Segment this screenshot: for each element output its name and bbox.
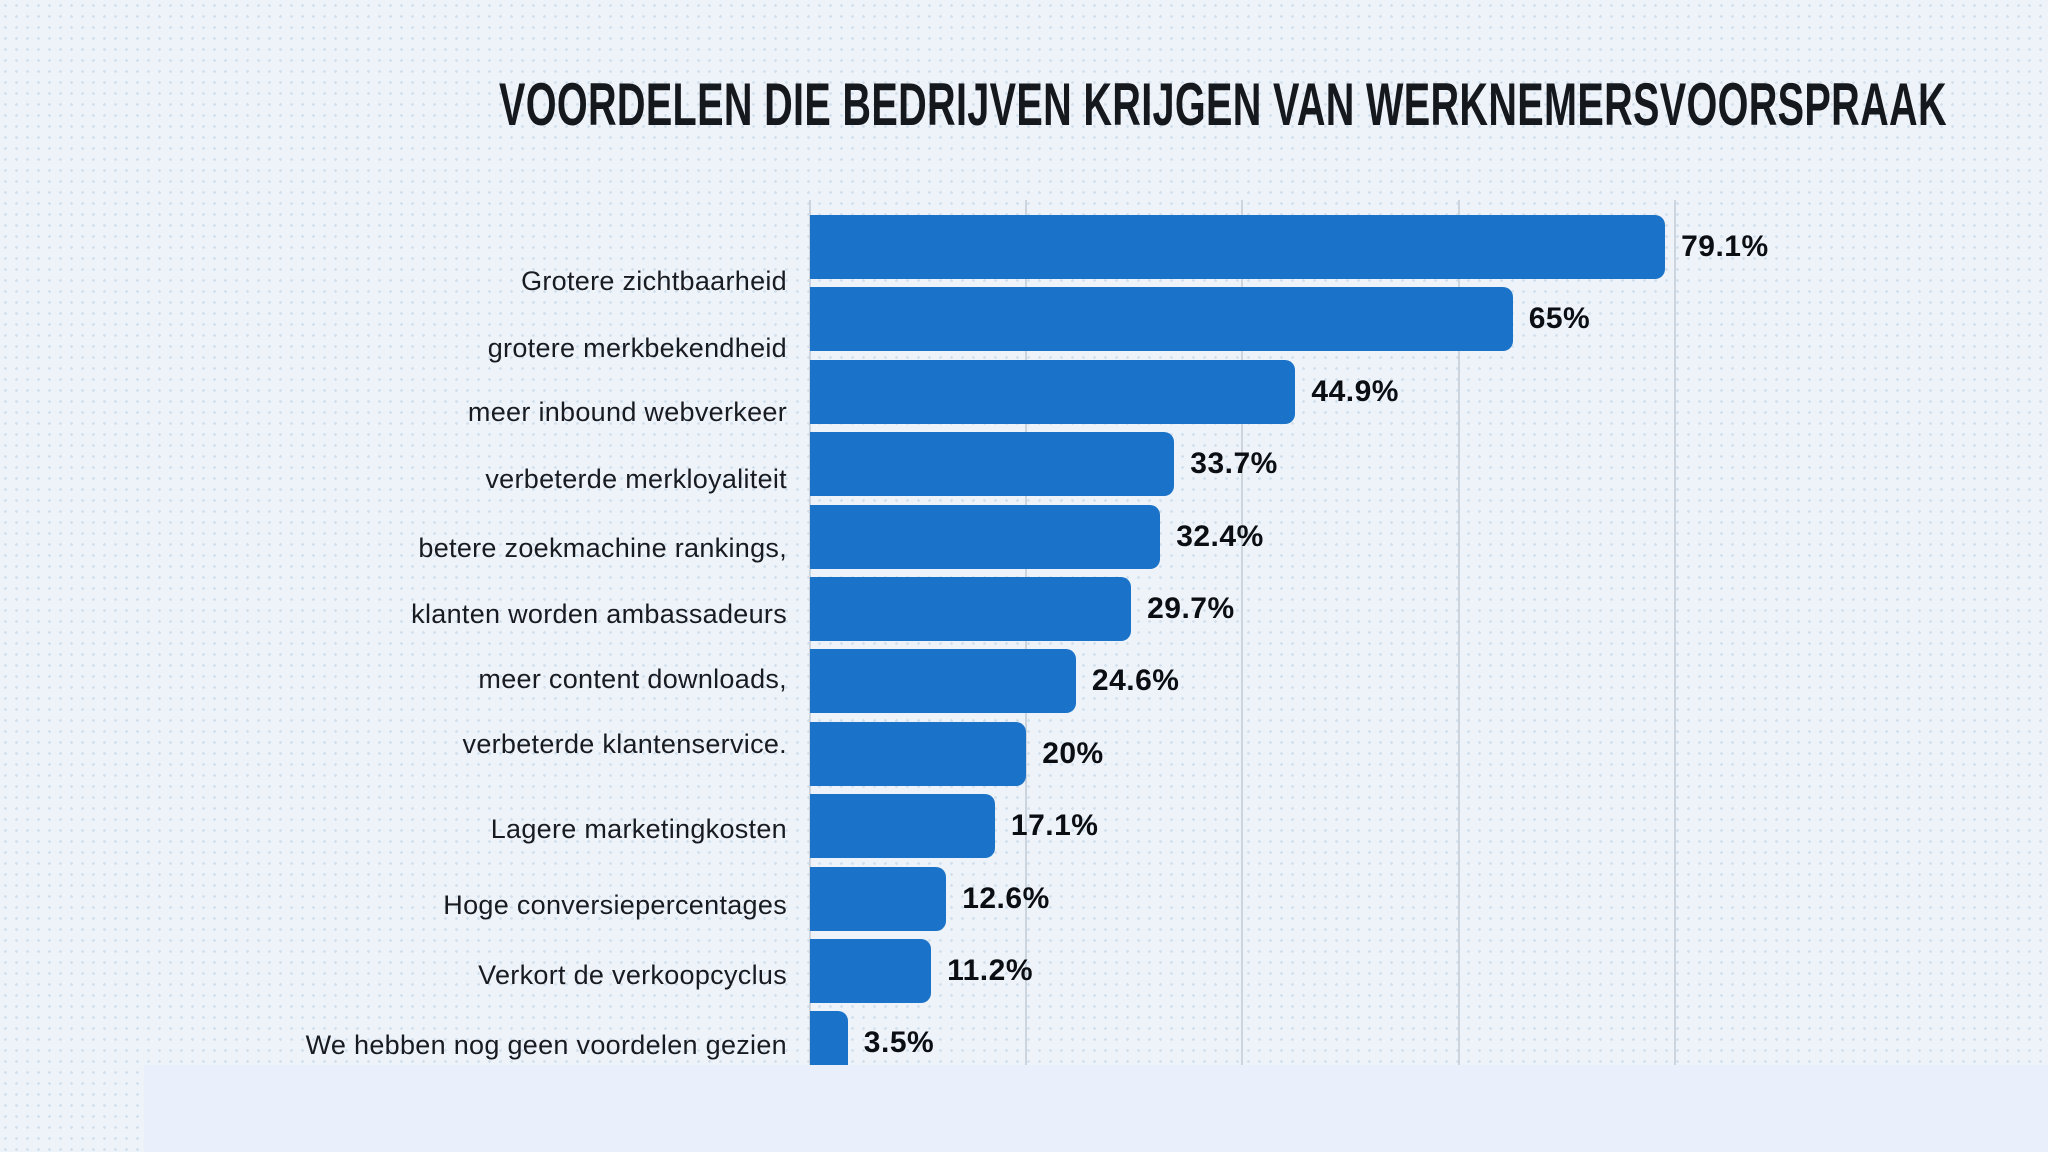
category-label: We hebben nog geen voordelen gezien bbox=[305, 1030, 787, 1061]
bar-row bbox=[0, 360, 2048, 427]
category-label: meer content downloads, bbox=[478, 664, 787, 695]
value-label: 32.4% bbox=[1176, 519, 1264, 553]
bar bbox=[810, 649, 1076, 713]
bar-row bbox=[0, 505, 2048, 569]
value-label: 29.7% bbox=[1147, 592, 1235, 625]
category-label: Grotere zichtbaarheid bbox=[521, 266, 787, 296]
value-label: 11.2% bbox=[947, 954, 1034, 987]
category-label: betere zoekmachine rankings, bbox=[418, 532, 787, 563]
category-label: klanten worden ambassadeurs bbox=[411, 599, 787, 629]
category-label: Verkort de verkoopcyclus bbox=[478, 960, 787, 990]
chart-title bbox=[0, 71, 2048, 138]
footer-strip bbox=[144, 1065, 2048, 1152]
category-label: Lagere marketingkosten bbox=[490, 814, 787, 845]
bar bbox=[810, 577, 1131, 641]
bar bbox=[810, 722, 1026, 786]
category-label: meer inbound webverkeer bbox=[467, 396, 787, 427]
value-label: 44.9% bbox=[1311, 374, 1399, 408]
category-label: verbeterde klantenservice. bbox=[462, 728, 787, 759]
bar bbox=[810, 939, 931, 1003]
bar-row bbox=[0, 794, 2048, 858]
bar-row bbox=[0, 722, 2048, 786]
bar bbox=[810, 794, 995, 858]
bar bbox=[810, 867, 946, 931]
category-label: verbeterde merkloyaliteit bbox=[485, 464, 787, 495]
category-label: grotere merkbekendheid bbox=[487, 333, 787, 364]
chart-title-text: VOORDELEN DIE BEDRIJVEN KRIJGEN VAN WERKNEMERSVOORSPRAAK bbox=[498, 71, 1947, 138]
bar-row bbox=[0, 939, 2048, 1003]
bar bbox=[810, 360, 1295, 424]
bar-row bbox=[0, 215, 2048, 296]
value-label: 65% bbox=[1528, 302, 1591, 336]
bar bbox=[810, 432, 1174, 496]
bar bbox=[810, 215, 1665, 279]
bar bbox=[810, 287, 1513, 351]
value-label: 24.6% bbox=[1091, 664, 1180, 698]
bar-row bbox=[0, 867, 2048, 931]
value-label: 3.5% bbox=[863, 1026, 935, 1060]
bar-row bbox=[0, 432, 2048, 496]
bar-row bbox=[0, 577, 2048, 641]
value-label: 20% bbox=[1042, 736, 1104, 770]
value-label: 12.6% bbox=[962, 881, 1050, 915]
value-label: 17.1% bbox=[1010, 809, 1099, 843]
category-label: Hoge conversiepercentages bbox=[443, 889, 787, 920]
bar-row bbox=[0, 649, 2048, 713]
value-label: 79.1% bbox=[1681, 230, 1769, 263]
value-label: 33.7% bbox=[1190, 447, 1278, 481]
bar-row bbox=[0, 287, 2048, 364]
bar bbox=[810, 505, 1160, 569]
